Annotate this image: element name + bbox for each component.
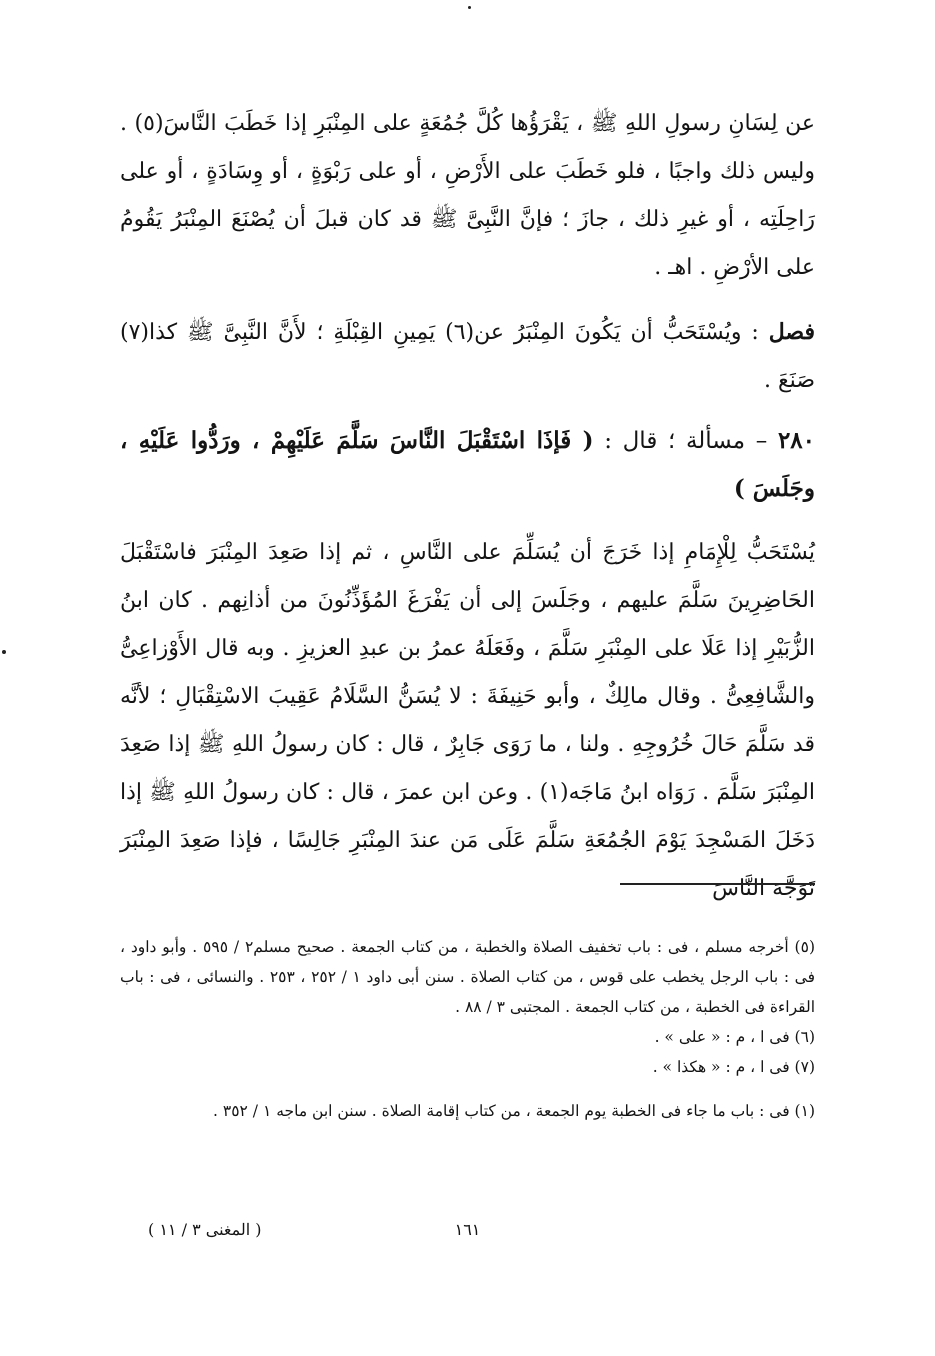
- signature-mark: ( المغنى ٣ / ١١ ): [148, 1220, 262, 1239]
- masala-heading: [120, 417, 815, 513]
- speck-mark: [468, 6, 471, 9]
- page-number: ١٦١: [454, 1220, 481, 1239]
- masala-number: ٢٨٠: [777, 427, 816, 454]
- footnote: (١) فى : باب ما جاء فى الخطبة يوم الجمعة ، من كتاب إقامة الصلاة . سنن ابن ماجه ١ / ٣٥٢ .: [213, 1102, 815, 1120]
- fasl-paragraph: [120, 308, 815, 405]
- fasl-text: : ويُسْتَحَبُّ أن يَكُونَ المِنْبَرُ عن(٦) يَمِينِ القِبْلَةِ ؛ لأَنَّ النَّبِىَّ ﷺ كذا(٧) صَنَعَ .: [120, 320, 815, 393]
- fasl-label: فصل: [768, 319, 815, 345]
- footnote: (٥) أخرجه مسلم ، فى : باب تخفيف الصلاة والخطبة ، من كتاب الجمعة . صحيح مسلم٢ / ٥٩٥ . وأبو داود ، فى : باب الرجل يخطب على قوس ، من كتاب الصلاة . سنن أبى داود ١ / ٢٥٢ ، ٢٥٣ . والنسائى ، فى : باب القراءة فى الخطبة ، من كتاب الجمعة . المجتبى ٣ / ٨٨ .: [120, 938, 815, 1016]
- masala-text: ( فَإذَا اسْتَقْبَلَ النَّاسَ سَلَّمَ عَلَيْهِمْ ، ورَدُّوا عَلَيْهِ ، وجَلَسَ ): [120, 427, 815, 502]
- masala-prefix: – مسألة ؛ قال :: [593, 428, 778, 454]
- footnotes: [120, 932, 815, 1126]
- footnote: (٦) فى ا ، م : « على » .: [654, 1028, 815, 1046]
- commentary-paragraph: يُسْتَحَبُّ لِلْإِمَامِ إذا خَرَجَ أن يُسَلِّمَ على النَّاسِ ، ثم إذا صَعِدَ المِنْبَرَ فاسْتَقْبَلَ الحَاضِرِينَ سَلَّمَ عليهم ، وجَلَسَ إلى أن يَفْرَغَ المُؤَذِّنُونَ من أذانِهم . كان ابنُ الزُّبَيْرِ إذا عَلَا على المِنْبَرِ سَلَّمَ ، وفَعَلَهُ عمرُ بن عبدِ العزيزِ . وبه قال الأَوْزاعِىُّ والشَّافِعِىُّ . وقال مالِكٌ ، وأبو حَنِيفَةَ : لا يُسَنُّ السَّلَامُ عَقِيبَ الاسْتِقْبَالِ ؛ لأنَّه قد سَلَّمَ حَالَ خُرُوجِهِ . ولنا ، ما رَوَى جَابِرٌ ، قال : كان رسولُ اللهِ ﷺ إذا صَعِدَ المِنْبَرَ سَلَّمَ . رَوَاه ابنُ مَاجَه(١) . وعن ابن عمرَ ، قال : كان رسولُ اللهِ ﷺ إذا دَخَلَ المَسْجِدَ يَوْمَ الجُمُعَةِ سَلَّمَ عَلَى مَن عندَ المِنْبَرِ جَالِسًا ، فإذا صَعِدَ المِنْبَرَ تَوَجَّهَ النَّاسَ: [120, 540, 815, 901]
- main-text: [120, 100, 815, 913]
- page-footer: [0, 1220, 935, 1250]
- speck-mark: [2, 650, 6, 654]
- footnote-separator: [620, 883, 815, 885]
- paragraph: عن لِسَانِ رسولِ اللهِ ﷺ ، يَقْرَؤُها كُلَّ جُمُعَةٍ على المِنْبَرِ إذا خَطَبَ النَّاسَ(٥) . وليس ذلك واجبًا ، فلو خَطَبَ على الأَرْضِ ، أو على رَبْوَةٍ ، أو وِسَادَةٍ ، أو على رَاحِلَتِه ، أو غيرِ ذلك ، جازَ ؛ فإنَّ النَّبِىَّ ﷺ قد كان قبلَ أن يُصْنَعَ المِنْبَرُ يَقُومُ على الأرْضِ . اهـ .: [120, 111, 815, 280]
- footnote: (٧) فى ا ، م : « هكذا » .: [652, 1058, 815, 1076]
